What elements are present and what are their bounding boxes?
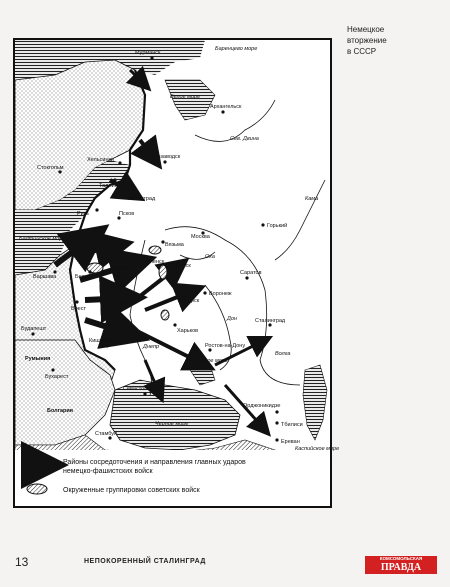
caption-line-3: в СССР	[347, 47, 377, 56]
encircled-bryansk	[159, 265, 167, 279]
city-riga: Рига	[77, 211, 89, 217]
city-saratov: Саратов	[240, 270, 262, 276]
city-vyazma: Вязьма	[165, 242, 184, 248]
sea-baltic: Балтийское море	[19, 236, 66, 242]
city-kiev: Киев	[118, 301, 131, 307]
city-kharkov: Харьков	[177, 328, 199, 334]
city-voronezh: Воронеж	[209, 291, 232, 297]
map-frame	[13, 38, 340, 508]
city-murmansk: Мурманск	[135, 50, 161, 56]
city-arkhangelsk: Архангельск	[210, 104, 242, 110]
city-sevastopol: Севастополь	[123, 386, 157, 392]
sea-barents: Баренцево море	[215, 46, 258, 52]
kp-logo	[365, 556, 437, 574]
encircled-kiev	[161, 310, 169, 320]
city-moscow: Москва	[191, 234, 210, 240]
logo-main-text: ПРАВДА	[380, 562, 422, 573]
city-bryansk: Брянск	[173, 263, 191, 269]
attack-arrow-kiev	[85, 298, 130, 300]
city-tbilisi: Тбилиси	[281, 422, 303, 428]
city-warsaw: Варшава	[33, 274, 57, 280]
city-yerevan: Ереван	[281, 439, 300, 445]
river-label-don: Дон	[227, 316, 237, 322]
logo-top-text: КОМСОМОЛЬСКАЯ	[379, 556, 423, 561]
legend-arrows-line1: Районы сосредоточения и направления главных ударов	[63, 459, 246, 466]
caption-line-1: Немецкое	[347, 25, 385, 34]
sea-azov: Азовское море	[190, 358, 228, 364]
country-bulgaria: Болгария	[47, 408, 73, 414]
city-kishinev: Кишинев	[89, 338, 112, 344]
encircled-vyazma	[149, 246, 161, 254]
country-romania: Румыния	[25, 356, 51, 362]
legend-arrows-line2: немецко-фашистских войск	[63, 468, 153, 475]
city-brest: Брест	[71, 306, 86, 312]
river-label-north-dvina: Сев. Двина	[230, 136, 259, 142]
city-smolensk: Смоленск	[139, 259, 165, 265]
city-gorky: Горький	[267, 223, 288, 229]
caption-line-2: вторжение	[347, 36, 387, 45]
city-tallinn: Таллин	[99, 183, 118, 189]
map-caption	[347, 24, 439, 57]
city-petrozavodsk: Петрозаводск	[145, 154, 181, 160]
city-budapest: Будапешт	[21, 326, 47, 332]
city-pskov: Псков	[119, 211, 135, 217]
city-leningrad: Ленинград	[128, 196, 156, 202]
city-stalingrad: Сталинград	[255, 318, 286, 324]
city-helsinki: Хельсинки	[87, 157, 114, 163]
city-minsk: Минск	[111, 265, 127, 271]
river-label-dnieper: Днепр	[143, 344, 160, 350]
city-bucharest: Бухарест	[45, 374, 69, 380]
city-vilnius: Вильнюс	[89, 242, 112, 248]
page-number: 13	[15, 555, 29, 569]
legend-encircled-symbol	[27, 484, 47, 494]
city-ordzhonikidze: Орджоникидзе	[243, 403, 281, 409]
city-istanbul: Стамбул	[95, 431, 118, 437]
city-stockholm: Стокгольм	[37, 165, 64, 171]
city-bialystok: Белосток	[75, 274, 99, 280]
legend-encircled-text: Окруженные группировки советских войск	[63, 487, 200, 494]
sea-black: Черное море	[155, 421, 189, 427]
sea-white: Белое море	[170, 94, 201, 100]
city-kursk: Курск	[185, 298, 200, 304]
river-label-oka: Ока	[205, 254, 215, 260]
invasion-map	[15, 40, 340, 506]
river-label-kama: Кама	[305, 196, 319, 202]
river-label-volga: Волга	[275, 351, 291, 357]
city-rostov: Ростов-на-Дону	[205, 343, 246, 349]
sea-caspian: Каспийское море	[295, 446, 340, 452]
book-title: НЕПОКОРЕННЫЙ СТАЛИНГРАД	[84, 558, 206, 565]
